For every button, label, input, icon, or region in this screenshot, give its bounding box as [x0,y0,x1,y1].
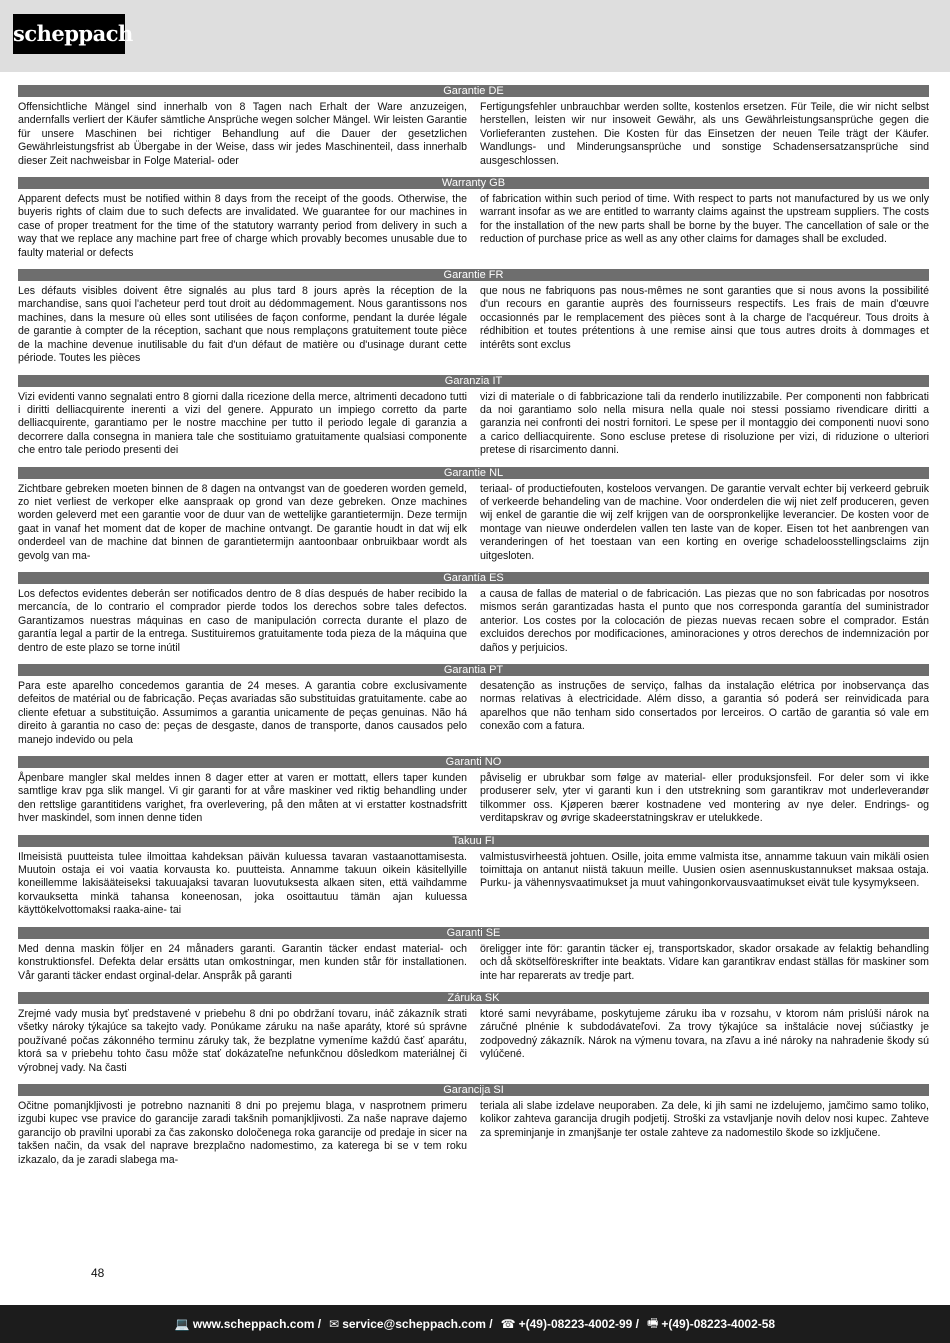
warranty-section-se [18,927,929,983]
warranty-section-si [18,1084,929,1167]
section-heading: Garanti SE [18,927,929,939]
text-left-column: Åpenbare mangler skal meldes innen 8 dager etter at varen er mottatt, ellers taper kunden samtlige krav pga slik mangel. Vi gir garanti for at våre maskiner ved riktig behandling under den rettslige garantitidens varighet, fra overlevering, på den måten at vi erstatter kostnadsfritt hver maskindel, som innen denne tiden [18,772,467,825]
header-bar [0,0,950,72]
email-icon: ✉ [329,1317,340,1331]
text-right-column: öreligger inte för: garantin täcker ej, transportskador, skador orsakade av felaktig behandling och då skötselföreskrifter inte beaktats. Vidare kan garantikrav endast ställas för maskiner som inte har reparerats av tredje part. [480,942,929,982]
warranty-section-fr [18,269,929,365]
text-right-column: que nous ne fabriquons pas nous-mêmes ne sont garanties que si nous avons la possibilité d'un recours en garantie auprès des fournisseurs respectifs. Les frais de main d'œuvre occasionnés par le remplacement des pièces sont à la charge de l'acquéreur. Tous droits à rédhibition et toutes prétentions à une remise ainsi que tous autres droits à dommages et intérêts sont exclus [480,285,929,351]
fax-number: +(49)-08223-4002-58 [661,1317,776,1331]
warranty-section-nl [18,467,929,563]
warranty-section-pt [18,664,929,747]
text-left-column: Ilmeisistä puutteista tulee ilmoittaa kahdeksan päivän kuluessa tavaran vastaanottamisesta. Muutoin ostaja ei voi vaatia korvausta ko. puutteista. Annamme takuun oikein käsitellyille koneillemme lakisääteiseksi takuuajaksi tavaran luovutuksesta alkaen siten, että vaihdamme korvauksetta minkä tahansa koneenosan, joka osoittautuu tämän ajan kuluessa käyttökelvottomaksi raaka-aine- tai [18,850,467,917]
section-heading: Warranty GB [18,177,929,189]
warranty-section-es [18,572,929,655]
text-left-column: Para este aparelho concedemos garantia de 24 meses. A garantia cobre exclusivamente defeitos de matérial ou de fabricação. Peças avariadas são substituidas gratuitamente. cabe ao cliente efetuar a substituição. Assumimos a garantia unicamente de peças genuinas. Não há direito à garantia no caso de: peças de desgaste, danos de transporte, danos causados pelo manejo indevido ou pela [18,680,467,746]
text-right-column: påviselig er ubrukbar som følge av material- eller produksjonsfeil. For deler som vi ikke produserer selv, yter vi garanti kun i den utstrekning som garantikrav mot underleverandør tilkommer oss. Kjøperen bærer kostnadene ved montering av nye deler. Endrings- og verditapskrav og øvrige skadeerstatningskrav er utelukkede. [480,772,929,825]
text-left-column: Očitne pomanjkljivosti je potrebno naznaniti 8 dni po prejemu blaga, v nasprotnem primeru izgubi kupec vse pravice do garancije zaradi takšnih pomanjkljivosti. Za naše naprave dajemo garancijo ob pravilni uporabi za čas zakonsko določenega roka garancije od predaje in sicer na takšen način, da vsak del naprave brezplačno nadomestimo, za katerega bi se v tem roku izkazalo, da je zaradi slabega ma- [18,1099,467,1166]
text-left-column: Los defectos evidentes deberán ser notificados dentro de 8 días después de haber recibido la mercancía, de lo contrario el comprador pierde todos los derechos sobre tales defectos. Garantizamos nuestras máquinas en caso de manipulación correcta durante el plazo de garantía legal a partir de la entrega. Sustituiremos gratuitamente toda pieza de la máquina que dentro de este plazo se torne inútil [18,587,467,654]
text-left-column: Offensichtliche Mängel sind innerhalb von 8 Tagen nach Erhalt der Ware anzuzeigen, andernfalls verliert der Käufer sämtliche Ansprüche wegen solcher Mängel. Wir leisten Garantie für unsere Maschinen bei richtiger Behandlung auf die Dauer der gesetzlichen Gewährleistungsfrist ab Übergabe in der Weise, dass wir jedes Maschinenteil, dass innerhalb dieser Zeit nachweisbar in Folge Material- oder [18,101,467,167]
section-heading: Takuu FI [18,835,929,847]
text-right-column: vizi di materiale o di fabbricazione tali da renderlo inutilizzabile. Per componenti non fabbricati da noi garantiamo solo nella misura nella quale noi stessi possiamo rivendicare diritti a garanzia nei confronti dei nostri fornitori. Le spese per il montaggio dei componenti nuovi sono a carico delliacquirente. Sono escluse pretese di risoluzione per vizi, di riduzione o ulteriori pretese di risarcimento danni. [480,390,929,457]
section-heading: Garantía ES [18,572,929,584]
fax-icon: 🖷 [647,1315,659,1330]
text-right-column: teriala ali slabe izdelave neuporaben. Za dele, ki jih sami ne izdelujemo, jamčimo samo toliko, kolikor zahteva garancija drugih podjetij. Stroški za vstavljanje novih delov nosi kupec. Zahteve za spreminjanje in zmanjšanje ter ostale zahteve za nadomestilo škode so izključene. [480,1099,929,1139]
section-heading: Garantie FR [18,269,929,281]
scheppach-logo: scheppach [13,14,125,54]
text-right-column: ktoré sami nevyrábame, poskytujeme záruku iba v rozsahu, v ktorom nám prislúši nárok na záručné plnénie k subdodávateľovi. Za trovy týkajúce sa inštalácie novej súčiastky je zodpovedný zákazník. Nárok na výmenu tovara, na zľavu a iné nároky na nahradenie škody sú vylúčené. [480,1007,929,1061]
text-right-column: of fabrication within such period of time. With respect to parts not manufactured by us we only warrant insofar as we are entitled to warranty claims against the upstream suppliers. The costs for the installation of the new parts shall be borne by the buyer. The cancellation of sale or the reduction of purchase price as well as any other claims for damages shall be excluded. [480,193,929,246]
warranty-sections [18,85,929,1176]
text-right-column: valmistusvirheestä johtuen. Osille, joita emme valmista itse, annamme takuun vain mikäli osien toimittaja on antanut niistä takuun meille. Uusien osien asennuskustannukset maksaa ostaja. Purku- ja vähennysvaatimukset ja muut vahingonkorvausvaatimukset eivät tule kysymykseen. [480,850,929,890]
warranty-section-it [18,375,929,458]
text-right-column: Fertigungsfehler unbrauchbar werden sollte, kostenlos ersetzen. Für Teile, die wir nicht selbst herstellen, leisten wir nur insoweit Gewähr, als uns Gewährleistungsansprüche gegen die Vorlieferanten zustehen. Die Kosten für das Einsetzen der neuen Teile trägt der Käufer. Wandlungs- und Minderungsansprüche und sonstige Schadensersatzansprüche sind ausgeschlossen. [480,101,929,167]
section-heading: Garanti NO [18,756,929,768]
section-heading: Garancija SI [18,1084,929,1096]
section-heading: Garantie NL [18,467,929,479]
text-right-column: a causa de fallas de material o de fabricación. Las piezas que no son fabricadas por nosotros mismos serán garantizadas hasta el punto que nos corresponda garantía del suministrador anterior. Los costes por la colocación de piezas nuevas recaen sobre el comprador. Están excluidos derechos por modificaciones, aminoraciones y otros derechos de indemnización por daños y perjuicios. [480,587,929,654]
warranty-section-gb [18,177,929,260]
warranty-section-de [18,85,929,168]
text-left-column: Zichtbare gebreken moeten binnen de 8 dagen na ontvangst van de goederen worden gemeld, zo niet verliest de verkoper elke aanspraak op grond van deze gebreken. Onze machines worden geleverd met een garantie voor de duur van de wettelijke garantietermijn. Deze termijn gaat in vanaf het moment dat de koper de machine ontvangt. De garantie houdt in dat wij elk onderdeel van de machine dat binnen de garantietermijn aantoonbaar onbruikbaar wordt als gevolg van ma- [18,482,467,562]
contact-footer [0,1305,950,1343]
section-heading: Garantie DE [18,85,929,97]
website-link[interactable]: www.scheppach.com / [192,1317,322,1331]
warranty-section-fi [18,835,929,918]
warranty-section-no [18,756,929,826]
text-left-column: Les défauts visibles doivent être signalés au plus tard 8 jours après la réception de la marchandise, sans quoi l'acheteur perd tout droit au dédommagement. Nous garantissons nos machines, dans la mesure où elles sont utilisées de façon conforme, pendant la durée légale de garantie à compter de la réception, sachant que nous remplaçons gratuitement toute pièce de la machine devenue inutilisable du fait d'un défaut de matière ou d'usinage durant cette période. Toutes les pièces [18,285,467,365]
text-left-column: Med denna maskin följer en 24 månaders garanti. Garantin täcker endast material- och konstruktionsfel. Defekta delar ersätts utan omkostningar, men kunden står för installationen. Vår garanti täcker endast orginal-delar. Anspråk på garanti [18,942,467,982]
phone-number: +(49)-08223-4002-99 / [518,1317,640,1331]
text-left-column: Zrejmé vady musia byť predstavené v priebehu 8 dni po obdržaní tovaru, ináč zákazník strati všetky nároky týkajúce sa takejto vady. Ponúkame záruku na naše aparáty, ktoré sú správne používané počas zákonného terminu záruky tak, že bezplatne vymeníme každú časť aparátu, ktorá sa v priebehu tohto času môže stať dokázateľne nefunkčnou dôsledkom materiálnej či výrobnej vady. Na časti [18,1007,467,1074]
text-left-column: Vizi evidenti vanno segnalati entro 8 giorni dalla ricezione della merce, altrimenti decadono tutti i diritti delliacquirente inerenti a vizi del genere. Appurato un impiego corretto da parte delliacquirente, garantiamo per le nostre macchine per tutto il periodo legale di garanzia a decorrere dalla consegna in maniera tale che sostituiamo gratuitamente qualsiasi componente che entro tale periodo presenti dei [18,390,467,457]
phone-icon: ☎ [500,1317,516,1331]
text-right-column: teriaal- of productiefouten, kosteloos vervangen. De garantie vervalt echter bij verkeerd gebruik of verkeerde behandeling van de machine. Voor onderdelen die wij niet zelf produceren, geven wij enkel de garantie die wij zelf krijgen van de oorspronkelijke leverancier. De kosten voor de montage van nieuwe onderdelen vallen ten laste van de koper. Eisen tot het aanbrengen van veranderingen of het toestaan van een korting en overige schadeloosstellingsclaims zijn uitgesloten. [480,482,929,562]
section-heading: Garantia PT [18,664,929,676]
email-link[interactable]: service@scheppach.com / [342,1317,493,1331]
page-number: 48 [91,1266,105,1280]
section-heading: Záruka SK [18,992,929,1004]
text-right-column: desatenção as instruções de serviço, falhas da instalação elétrica por inobservança das normas relativas à electricidade. Além disso, a garantia só poderá ser reinvidicada para aparelhos que não tenham sido consertados por lerceiros. O cartão de garantia só vale em conexão com a fatura. [480,680,929,733]
text-left-column: Apparent defects must be notified within 8 days from the receipt of the goods. Otherwise, the buyeris rights of claim due to such defects are invalidated. We guarantee for our machines in case of proper treatment for the time of the statutory warranty period from delivery in such a way that we replace any machine part free of charge which provably becomes unusable due to faulty material or defects [18,193,467,259]
warranty-section-sk [18,992,929,1075]
section-heading: Garanzia IT [18,375,929,387]
computer-icon: 💻 [174,1317,190,1331]
